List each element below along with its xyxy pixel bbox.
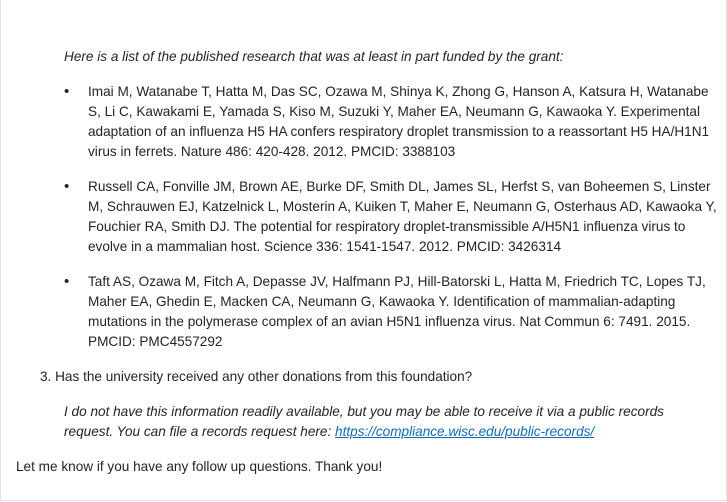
publication-item [64,272,718,352]
publication-text: Imai M, Watanabe T, Hatta M, Das SC, Ozawa M, Shinya K, Zhong G, Hanson A, Katsura H, Watanabe S, Li C, Kawakami E, Yamada S, Kiso M, Suzuki Y, Maher EA, Neumann G, Kawaoka Y. Experimental adaptation of an influenza H5 HA confers respiratory droplet transmission to a reassortant H5 HA/H1N1 virus in ferrets. Nature 486: 420-428. 2012. PMCID: 3388103 [88,84,710,159]
answer-paragraph [64,402,714,442]
bullet-icon: • [64,178,70,195]
publication-text: Russell CA, Fonville JM, Brown AE, Burke DF, Smith DL, James SL, Herfst S, van Boheemen S, Linster M, Schrauwen EJ, Katzelnick L, Mosterin A, Kuiken T, Maher E, Neumann G, Osterhaus AD, Kawaoka Y, Fouchier RA, Smith DJ. The potential for respiratory droplet-transmissible A/H5N1 influenza virus to evolve in a mammalian host. Science 336: 1541-1547. 2012. PMCID: 3426314 [88,179,717,254]
bullet-icon: • [64,273,70,290]
intro-text: Here is a list of the published research that was at least in part funded by the grant: [64,49,564,64]
closing-text: Let me know if you have any follow up questions. Thank you! [16,459,383,474]
answer-text: I do not have this information readily available, but you may be able to receive it via a public records request. You can file a records request here: [64,404,664,439]
public-records-link[interactable]: https://compliance.wisc.edu/public-records/ [335,424,595,439]
publication-text: Taft AS, Ozawa M, Fitch A, Depasse JV, Halfmann PJ, Hill-Batorski L, Hatta M, Friedrich TC, Lopes TJ, Maher EA, Ghedin E, Macken CA, Neumann G, Kawaoka Y. Identification of mammalian-adapting mutations in the polymerase complex of an avian H5N1 influenza virus. Nat Commun 6: 7491. 2015. PMCID: PMC4557292 [88,274,706,349]
bullet-icon: • [64,83,70,100]
question-3: 3. Has the university received any other donations from this foundation? [40,369,473,384]
publication-item [64,82,718,162]
publication-item [64,177,718,257]
